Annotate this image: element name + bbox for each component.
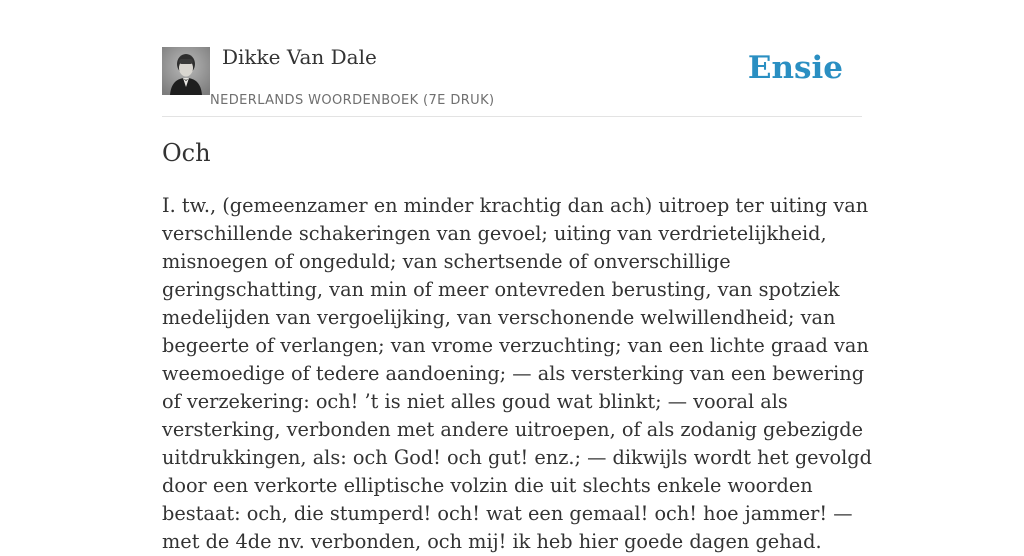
entry-definition: I. tw., (gemeenzamer en minder krachtig dan ach) uitroep ter uiting van verschillende schakeringen van gevoel; uiting van verdrietelijkheid, misnoegen of ongeduld; van schertsende of onverschillige geringschatting, van min of meer ontevreden berusting, van spotziek medelijden van vergoelijking, van verschonende welwillendheid; van begeerte of verlangen; van vrome verzuchting; van een lichte graad van weemoedige of tedere aandoening; — als versterking van een bewering of verzekering: och! ’t is niet alles goud wat blinkt; — vooral als versterking, verbonden met andere uitroepen, of als zodanig gebezigde uitdrukkingen, als: och God! och gut! enz.; — dikwijls wordt het gevolgd door een verkorte elliptische volzin die uit slechts enkele woorden bestaat: och, die stumperd! och! wat een gemaal! och! hoe jammer! — met de 4de nv. verbonden, och mij! ik heb hier goede dagen gehad. — [162, 194, 872, 553]
source-label[interactable]: NEDERLANDS WOORDENBOEK (7E DRUK) — [210, 93, 495, 108]
author-name[interactable]: Dikke Van Dale — [222, 45, 377, 69]
author-avatar[interactable] — [162, 47, 210, 95]
entry-header — [162, 0, 862, 117]
brand-logo[interactable]: Ensie — [747, 50, 843, 86]
entry-title: Och — [162, 139, 211, 167]
portrait-image — [162, 47, 210, 95]
